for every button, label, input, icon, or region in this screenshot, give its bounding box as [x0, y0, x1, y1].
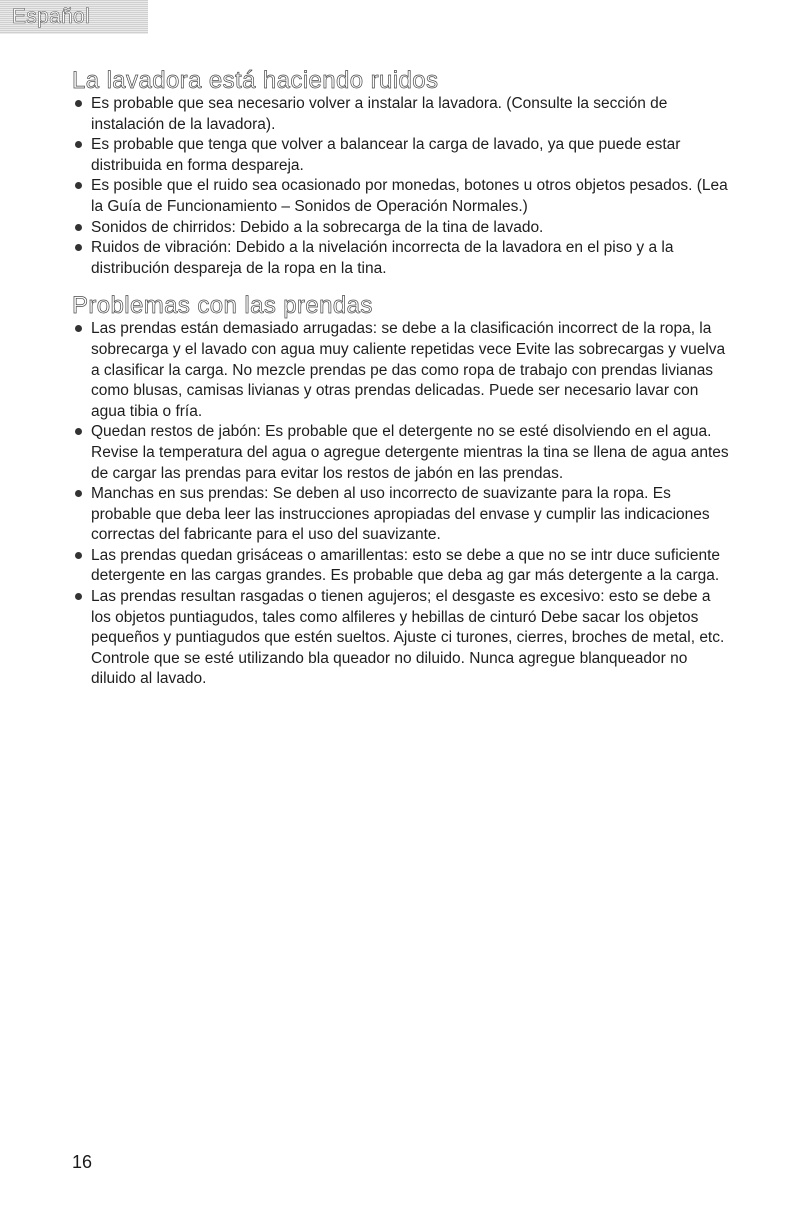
- list-item: Manchas en sus prendas: Se deben al uso incorrecto de suavizante para la ropa. Es probable que deba leer las instrucciones apropiadas del envase y cumplir las indicaciones correctas del fabricante para el uso del suavizante.: [72, 484, 732, 546]
- language-tab: [0, 0, 148, 34]
- page-number: 16: [72, 1152, 93, 1172]
- list-item: Ruidos de vibración: Debido a la nivelación incorrecta de la lavadora en el piso y a la distribución despareja de la ropa en la tina.: [72, 238, 732, 279]
- list-item: Es probable que sea necesario volver a instalar la lavadora. (Consulte la sección de instalación de la lavadora).: [72, 94, 732, 135]
- language-tab-label: Español: [12, 5, 90, 28]
- list-item: Las prendas quedan grisáceas o amarillentas: esto se debe a que no se intr duce suficiente detergente en las cargas grandes. Es probable que deba ag gar más detergente a la carga.: [72, 546, 732, 587]
- list-item: Quedan restos de jabón: Es probable que el detergente no se esté disolviendo en el agua. Revise la temperatura del agua o agregue detergente mientras la tina se llena de agua antes de cargar las prendas para evitar los restos de jabón en las prendas.: [72, 422, 732, 484]
- page-content: [72, 68, 732, 690]
- list-item: Las prendas están demasiado arrugadas: se debe a la clasificación incorrect de la ropa, la sobrecarga y el lavado con agua muy caliente repetidas vece Evite las sobrecargas y vuelva a clasificar la carga. No mezcle prendas pe das como ropa de trabajo con prendas livianas como blusas, camisas livianas y otras prendas delicadas. Puede ser necesario lavar con agua tibia o fría.: [72, 319, 732, 422]
- list-item: Es posible que el ruido sea ocasionado por monedas, botones u otros objetos pesados. (Lea la Guía de Funcionamiento – Sonidos de Operación Normales.): [72, 176, 732, 217]
- garment-problems-list: [72, 319, 732, 690]
- list-item: Las prendas resultan rasgadas o tienen agujeros; el desgaste es excesivo: esto se debe a los objetos puntiagudos, tales como alfileres y hebillas de cinturó Debe sacar los objetos pequeños y puntiagudos que estén sueltos. Ajuste ci turones, cierres, broches de metal, etc. Controle que se esté utilizando bla queador no diluido. Nunca agregue blanqueador no diluido al lavado.: [72, 587, 732, 690]
- section-title-garment-problems: Problemas con las prendas: [72, 292, 373, 320]
- list-item: Sonidos de chirridos: Debido a la sobrecarga de la tina de lavado.: [72, 218, 732, 239]
- noise-causes-list: [72, 94, 732, 279]
- section-title-noise: La lavadora está haciendo ruidos: [72, 67, 439, 94]
- list-item: Es probable que tenga que volver a balancear la carga de lavado, ya que puede estar distribuida en forma despareja.: [72, 135, 732, 176]
